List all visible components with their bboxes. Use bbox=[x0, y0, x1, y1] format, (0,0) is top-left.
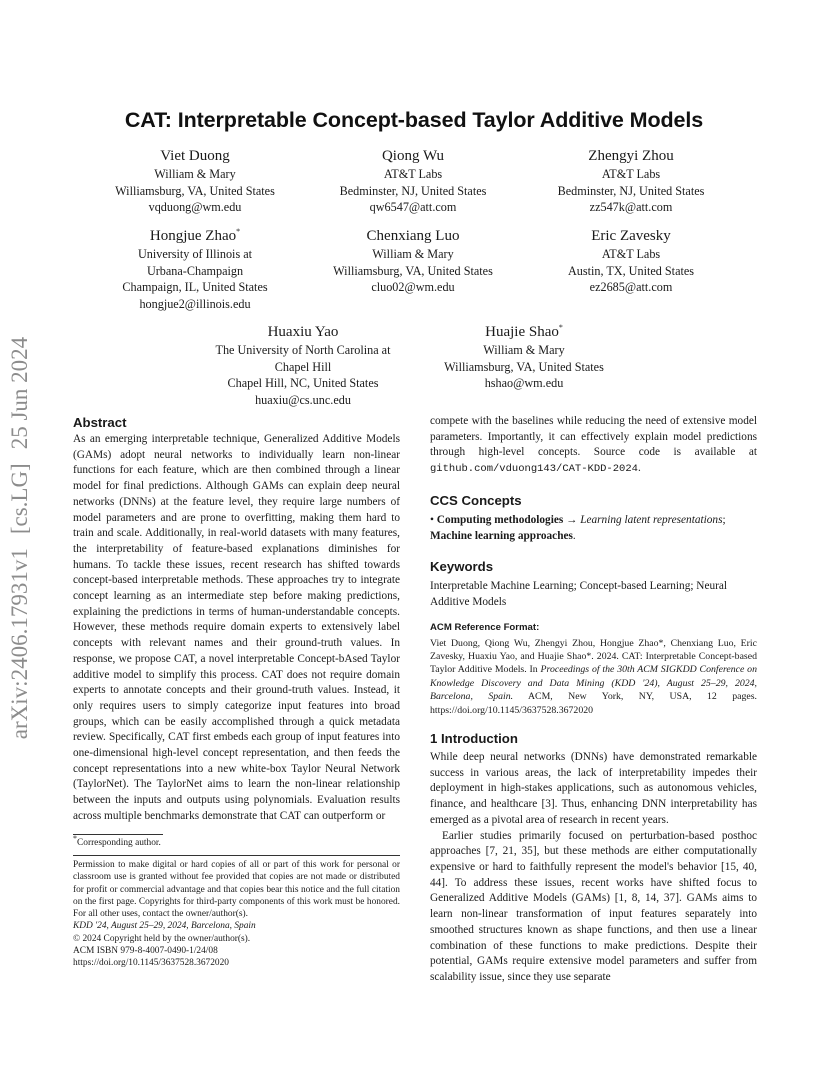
author-name: Eric Zavesky bbox=[591, 228, 671, 244]
author-affiliation: AT&T Labs bbox=[383, 167, 443, 181]
author-affiliation: Chapel Hill bbox=[274, 359, 332, 374]
author-email: cluo02@wm.edu bbox=[371, 280, 455, 295]
author-affiliation: William & Mary bbox=[483, 343, 565, 357]
author-email: vqduong@wm.edu bbox=[148, 200, 242, 215]
author-location: Williamsburg, VA, United States bbox=[115, 183, 275, 198]
author-email: hongjue2@illinois.edu bbox=[139, 296, 251, 311]
author-block bbox=[511, 226, 751, 296]
doi-text: https://doi.org/10.1145/3637528.3672020 bbox=[73, 958, 229, 969]
author-affiliation: AT&T Labs bbox=[601, 167, 661, 181]
abstract-heading: Abstract bbox=[73, 415, 127, 430]
right-column bbox=[430, 414, 757, 986]
ccs-text: • Computing methodologies → Learning latent representations; Machine learning approaches. bbox=[430, 513, 726, 542]
introduction-heading: 1 Introduction bbox=[430, 731, 518, 747]
arxiv-stamp bbox=[5, 298, 35, 778]
author-location: Bedminster, NJ, United States bbox=[557, 183, 705, 198]
permission-block bbox=[73, 859, 400, 970]
author-location: Williamsburg, VA, United States bbox=[333, 263, 493, 278]
paper-title: CAT: Interpretable Concept-based Taylor Additive Models bbox=[124, 108, 704, 132]
author-name: Hongjue Zhao* bbox=[149, 227, 241, 244]
keywords-heading: Keywords bbox=[430, 559, 494, 575]
author-affiliation: William & Mary bbox=[372, 247, 454, 261]
author-block bbox=[183, 322, 423, 408]
arxiv-id: arXiv:2406.17931v1 bbox=[7, 548, 32, 740]
author-affiliation: William & Mary bbox=[154, 167, 236, 181]
arxiv-category: [cs.LG] bbox=[7, 463, 32, 535]
author-email: hshao@wm.edu bbox=[484, 376, 564, 391]
footnote-rule bbox=[73, 834, 163, 835]
footnote-text: Corresponding author. bbox=[77, 838, 161, 848]
author-affiliation: University of Illinois at bbox=[137, 247, 253, 261]
author-email: qw6547@att.com bbox=[369, 200, 457, 215]
author-name: Chenxiang Luo bbox=[366, 228, 460, 244]
author-email: huaxiu@cs.unc.edu bbox=[255, 392, 351, 407]
author-block bbox=[511, 146, 751, 216]
author-affiliation: AT&T Labs bbox=[601, 247, 661, 261]
abstract-text: As an emerging interpretable technique, Generalized Additive Models (GAMs) adopt neural networks to individually learn non-linear functions for each feature, which are then combined through a linear model for final predictions. Although GAMs can explain deep neural networks (DNNs) at the feature level, they require large numbers of model parameters and are prone to overfitting, making them hard to train and scale. Additionally, in real-world datasets with many features, the interpretability of feature-based explanations diminishes for humans. To tackle these issues, recent research has shifted towards concept-based interpretable methods. These approaches try to integrate concept learning as an intermediate step before making predictions, explaining the predictions in terms of human-understandable concepts. However, these methods require domain experts to extensively label concepts with relevant names and their ground-truth values. In response, we propose CAT, a novel interpretable Concept-bAsed Taylor additive model to simplify this process. CAT does not require domain experts to annotate concepts and their ground-truth values. Instead, it only requires users to simply categorize input features into broad groups, which can be easily accomplished through a quick metadata review. Specifically, CAT first embeds each group of input features into one-dimensional high-level concept representation, and then feeds the concept representations into a new white-box Taylor Neural Network (TaylorNet). The TaylorNet aims to learn the non-linear relationship between the inputs and outputs using polynomials. Evaluation results across multiple benchmarks demonstrate that CAT can outperform or bbox=[73, 433, 400, 822]
author-block bbox=[75, 146, 315, 216]
reference-format-text: Viet Duong, Qiong Wu, Zhengyi Zhou, Hongjue Zhao*, Chenxiang Luo, Eric Zavesky, Huaxiu Yao, and Huajie Shao*. 2024. CAT: Interpretable Concept-based Taylor Additive Models. In Proceedings of the 30th ACM SIGKDD Conference on Knowledge Discovery and Data Mining (KDD '24), August 25–29, 2024, Barcelona, Spain. ACM, New York, NY, USA, 12 pages. https://doi.org/10.1145/3637528.3672020 bbox=[430, 637, 758, 716]
author-location: Chapel Hill, NC, United States bbox=[227, 376, 379, 391]
abstract-continuation: compete with the baselines while reducing the need of extensive model parameters. Importantly, it can effectively explain model predictions through high-level concepts. Source code is available at github.com/vduong143/CAT-KDD-2024. bbox=[430, 415, 757, 476]
author-location: Champaign, IL, United States bbox=[122, 280, 268, 295]
author-block bbox=[293, 146, 533, 216]
author-name: Huajie Shao* bbox=[485, 323, 563, 340]
author-location: Bedminster, NJ, United States bbox=[339, 183, 487, 198]
author-affiliation: Urbana-Champaign bbox=[146, 263, 244, 278]
reference-format-heading: ACM Reference Format: bbox=[430, 621, 540, 633]
arxiv-date: 25 Jun 2024 bbox=[7, 336, 32, 450]
introduction-paragraph-1: While deep neural networks (DNNs) have demonstrated remarkable success in various areas, the lack of interpretability impedes their deployment in high-stakes applications, such as autonomous vehicles, finance, and healthcare [3]. Thus, enhancing DNN interpretability has emerged as a pivotal area of research in recent years. bbox=[430, 751, 757, 826]
permission-text: Permission to make digital or hard copies of all or part of this work for personal or classroom use is granted without fee provided that copies are not made or distributed for profit or commercial advantage and that copies bear this notice and the full citation on the first page. Copyrights for third-party components of this work must be honored. For all other uses, contact the owner/author(s). bbox=[73, 860, 400, 920]
author-affiliation: The University of North Carolina at bbox=[215, 343, 391, 357]
permission-rule bbox=[73, 855, 400, 856]
footnote: *Corresponding author. bbox=[73, 833, 161, 848]
author-location: Austin, TX, United States bbox=[567, 263, 695, 278]
copyright-text: © 2024 Copyright held by the owner/author(s). bbox=[73, 933, 251, 944]
abstract-section bbox=[73, 414, 400, 825]
author-email: zz547k@att.com bbox=[589, 200, 673, 215]
author-block bbox=[75, 226, 315, 312]
author-location: Williamsburg, VA, United States bbox=[444, 359, 604, 374]
author-name: Zhengyi Zhou bbox=[588, 148, 674, 164]
ccs-heading: CCS Concepts bbox=[430, 492, 522, 508]
author-name: Huaxiu Yao bbox=[267, 324, 339, 340]
author-email: ez2685@att.com bbox=[589, 280, 673, 295]
author-block bbox=[293, 226, 533, 296]
author-name: Viet Duong bbox=[160, 148, 230, 164]
introduction-paragraph-2: Earlier studies primarily focused on perturbation-based posthoc approaches [7, 21, 35], but these methods are either computationally expensive or hard to faithfully represent the model's behavior [15, 40, 44]. To address these issues, recent works have shifted focus to Generalized Additive Models (GAMs) [1, 8, 14, 37]. GAMs aims to learn non-linear transformation of input features separately into smoothed structures known as shape functions, and then use a linear combination of these functions to make predictions. Despite their potential, GAMs require extensive model parameters and suffer from scalability issue, since they use separate bbox=[430, 829, 757, 983]
author-block bbox=[404, 322, 644, 392]
code-url-link[interactable]: github.com/vduong143/CAT-KDD-2024 bbox=[430, 463, 638, 476]
author-name: Qiong Wu bbox=[381, 148, 445, 164]
venue-text: KDD '24, August 25–29, 2024, Barcelona, Spain bbox=[73, 921, 256, 932]
corresponding-mark: * bbox=[558, 323, 563, 332]
isbn-text: ACM ISBN 979-8-4007-0490-1/24/08 bbox=[73, 946, 218, 957]
keywords-text: Interpretable Machine Learning; Concept-based Learning; Neural Additive Models bbox=[430, 580, 728, 608]
corresponding-mark: * bbox=[236, 227, 241, 236]
